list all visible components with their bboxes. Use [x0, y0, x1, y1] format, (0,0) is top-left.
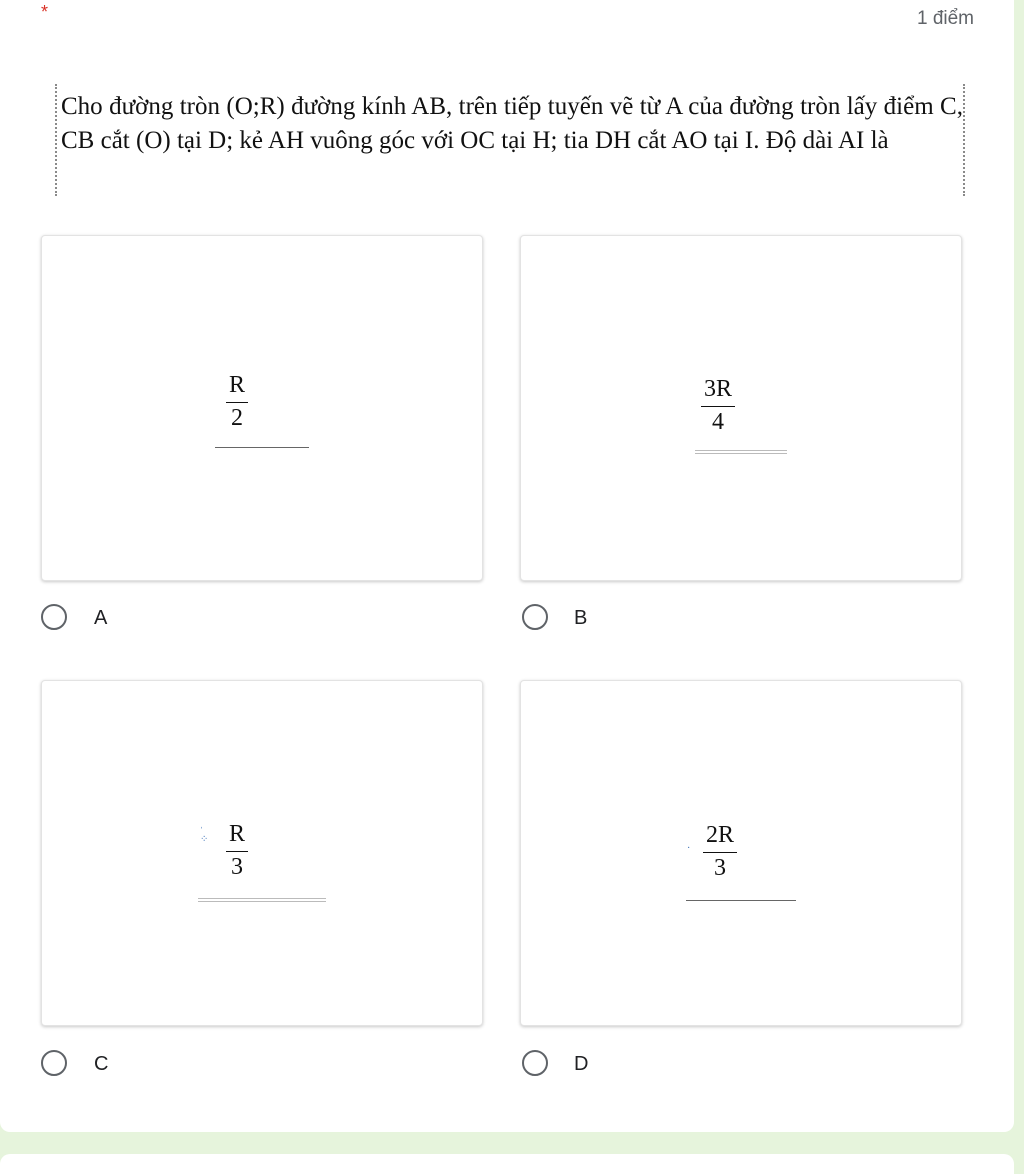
- option-d-numerator: 2R: [706, 822, 735, 848]
- option-c-image[interactable]: [41, 680, 483, 1026]
- option-c-label[interactable]: C: [94, 1053, 109, 1075]
- option-c-denominator: 3: [231, 854, 243, 880]
- underline-decoration: [695, 450, 787, 454]
- option-b-image[interactable]: [520, 235, 962, 581]
- underline-decoration: [198, 898, 326, 902]
- option-b-fraction: [701, 376, 735, 436]
- fraction-bar: [701, 406, 735, 407]
- fraction-bar: [703, 852, 737, 853]
- option-a-image[interactable]: [41, 235, 483, 581]
- option-a-fraction: [226, 372, 248, 432]
- question-text: Cho đường tròn (O;R) đường kính AB, trên tiếp tuyến vẽ từ A của đường tròn lấy điểm C, CB cắt (O) tại D; kẻ AH vuông góc với OC tại H; tia DH cắt AO tại I. Độ dài AI là: [55, 84, 965, 196]
- option-a-label[interactable]: A: [94, 607, 108, 629]
- fraction-bar: [226, 402, 248, 403]
- next-question-card: [0, 1154, 1014, 1174]
- option-a-denominator: 2: [231, 405, 243, 431]
- option-b-numerator: 3R: [704, 376, 733, 402]
- option-d-image[interactable]: [520, 680, 962, 1026]
- underline-decoration: [215, 447, 309, 448]
- option-b-label[interactable]: B: [574, 607, 588, 629]
- option-c-fraction: [226, 821, 248, 881]
- option-c-radio[interactable]: [41, 1050, 67, 1076]
- option-b-denominator: 4: [712, 409, 724, 435]
- underline-decoration: [686, 900, 796, 901]
- option-d-label[interactable]: D: [574, 1053, 589, 1075]
- required-asterisk: *: [41, 2, 49, 22]
- scan-artifact: ˈ ⁘: [200, 826, 209, 845]
- option-b-radio[interactable]: [522, 604, 548, 630]
- option-d-radio[interactable]: [522, 1050, 548, 1076]
- scan-artifact: ·: [687, 843, 691, 854]
- fraction-bar: [226, 851, 248, 852]
- option-a-numerator: R: [229, 372, 246, 398]
- option-a-radio[interactable]: [41, 604, 67, 630]
- points-label: 1 điểm: [916, 8, 974, 29]
- option-d-fraction: [703, 822, 737, 882]
- option-c-numerator: R: [229, 821, 246, 847]
- option-d-denominator: 3: [714, 855, 726, 881]
